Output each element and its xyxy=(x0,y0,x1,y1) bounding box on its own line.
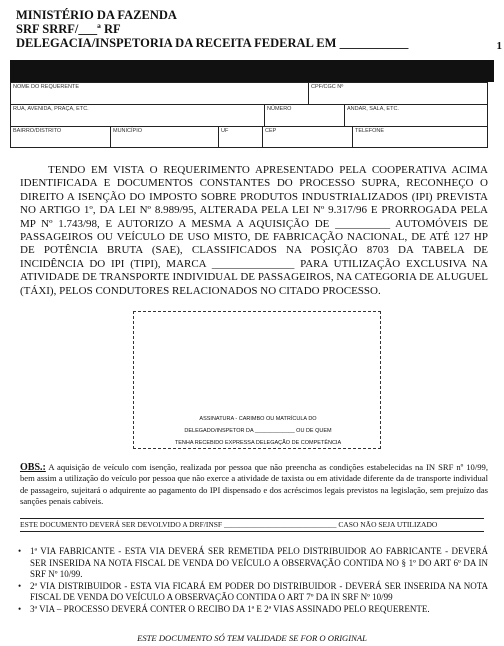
copies-list xyxy=(18,546,488,616)
field-phone xyxy=(353,127,487,147)
signature-line-1: ASSINATURA - CARIMBO OU MATRÍCULA DO xyxy=(199,416,317,422)
via-item-2: • 2ª VIA DISTRIBUIDOR - ESTA VIA FICARÁ EM PODER DO DISTRIBUIDOR - DEVERÁ SER INSERIDA NA NOTA FISCAL DE VENDA DO VEÍCULO A OBSERVAÇÃO CONTIDA O ART 7º DA IN SRF Nº 10/99 xyxy=(18,581,488,604)
signature-line-2: DELEGADO/INSPETOR DA _____________ OU DE QUEM xyxy=(184,428,332,434)
via-item-3: • 3ª VIA – PROCESSO DEVERÁ CONTER O RECIBO DA 1ª E 2ª VIAS ASSINADO PELO REQUERENTE. xyxy=(18,604,488,616)
field-label: UF xyxy=(221,128,229,134)
field-label: TELEFONE xyxy=(355,128,385,134)
field-cep xyxy=(263,127,353,147)
via-item-1: • 1ª VIA FABRICANTE - ESTA VIA DEVERÁ SER REMETIDA PELO DISTRIBUIDOR AO FABRICANTE - DEVERÁ SER INSERIDA NA NOTA FISCAL DE VENDA DO VEÍCULO A OBSERVAÇÃO CONTIDA NO § 1º DO ART 6º DA IN SRF Nº 10/99. xyxy=(18,546,488,581)
obs-note xyxy=(20,462,488,508)
field-label: ANDAR, SALA, ETC. xyxy=(347,106,399,112)
requester-form xyxy=(10,82,488,148)
field-label: CEP xyxy=(265,128,277,134)
field-label: NOME DO REQUERENTE xyxy=(13,84,80,90)
field-label: CPF/CGC Nº xyxy=(311,84,344,90)
field-floor xyxy=(345,105,487,127)
field-label: BAIRRO/DISTRITO xyxy=(13,128,62,134)
field-street xyxy=(11,105,265,127)
signature-line-3: TENHA RECEBIDO EXPRESSA DELEGAÇÃO DE COMPETÊNCIA xyxy=(174,440,342,446)
header-srf: SRF SRRF/___ª RF xyxy=(16,22,121,36)
field-cpf xyxy=(309,83,487,105)
validity-footer: ESTE DOCUMENTO SÓ TEM VALIDADE SE FOR O ORIGINAL xyxy=(137,633,367,643)
authorization-text: TENDO EM VISTA O REQUERIMENTO APRESENTADO PELA COOPERATIVA ACIMA IDENTIFICADA E DOCUMENTOS CONSTANTES DO PROCESSO SUPRA, RECONHEÇO O DIREITO A ISENÇÃO DO IMPOSTO SOBRE PRODUTOS INDUSTRIALIZADOS (IPI) PREVISTA NO ARTIGO 1º, DA LEI Nº 8.989/95, ALTERADA PELA LEI Nº 9.317/96 E PRORROGADA PELA MP Nº 1.743/98, E AUTORIZO A MESMA A AQUISIÇÃO DE __________ AUTOMÓVEIS DE PASSAGEIROS OU VEÍCULO DE USO MISTO, DE FABRICAÇÃO NACIONAL, DE ATÉ 127 HP DE POTÊNCIA BRUTA (SAE), CLASSIFICADOS NA POSIÇÃO 8703 DA TABELA DE INCIDÊNCIA DO IPI (TIPI), MARCA _______________ PARA UTILIZAÇÃO EXCLUSIVA NA ATIVIDADE DE TRANSPORTE INDIVIDUAL DE PASSAGEIROS, NA CATEGORIA DE ALUGUEL (TÁXI), PELOS CONDUTORES RELACIONADOS NO CITADO PROCESSO. xyxy=(20,164,488,297)
redacted-bar xyxy=(10,60,494,82)
signature-box xyxy=(133,311,381,449)
header-delegacia: DELEGACIA/INSPETORIA DA RECEITA FEDERAL EM ___________ xyxy=(16,36,409,50)
field-label: NÚMERO xyxy=(267,106,292,112)
header-ministry: MINISTÉRIO DA FAZENDA xyxy=(16,8,177,22)
field-label: MUNICÍPIO xyxy=(113,128,143,134)
return-notice: ESTE DOCUMENTO DEVERÁ SER DEVOLVIDO A DRF/INSF ______________________________ CASO NÃO SEJA UTILIZADO xyxy=(20,518,484,532)
obs-text: A aquisição de veículo com isenção, realizada por pessoa que não preencha as condições estabelecidas na IN SRF nº 10/99, bem assim a utilização do veículo por pessoa que não exerce a atividade de taxista ou em atividade diferente da de transporte individual de passageiro, sujeitará o adquirente ao pagamento do IPI dispensado e dos acréscimos legais previstos na legislação, sem prejuízo das sanções penais cabíveis. xyxy=(20,462,488,507)
field-name xyxy=(11,83,309,105)
field-label: RUA, AVENIDA, PRAÇA, ETC. xyxy=(13,106,89,112)
field-number xyxy=(265,105,345,127)
obs-label: OBS.: xyxy=(20,462,46,473)
edge-mark: 1 xyxy=(496,40,502,52)
field-city xyxy=(111,127,219,147)
field-district xyxy=(11,127,111,147)
field-uf xyxy=(219,127,263,147)
authorization-paragraph xyxy=(20,164,488,298)
